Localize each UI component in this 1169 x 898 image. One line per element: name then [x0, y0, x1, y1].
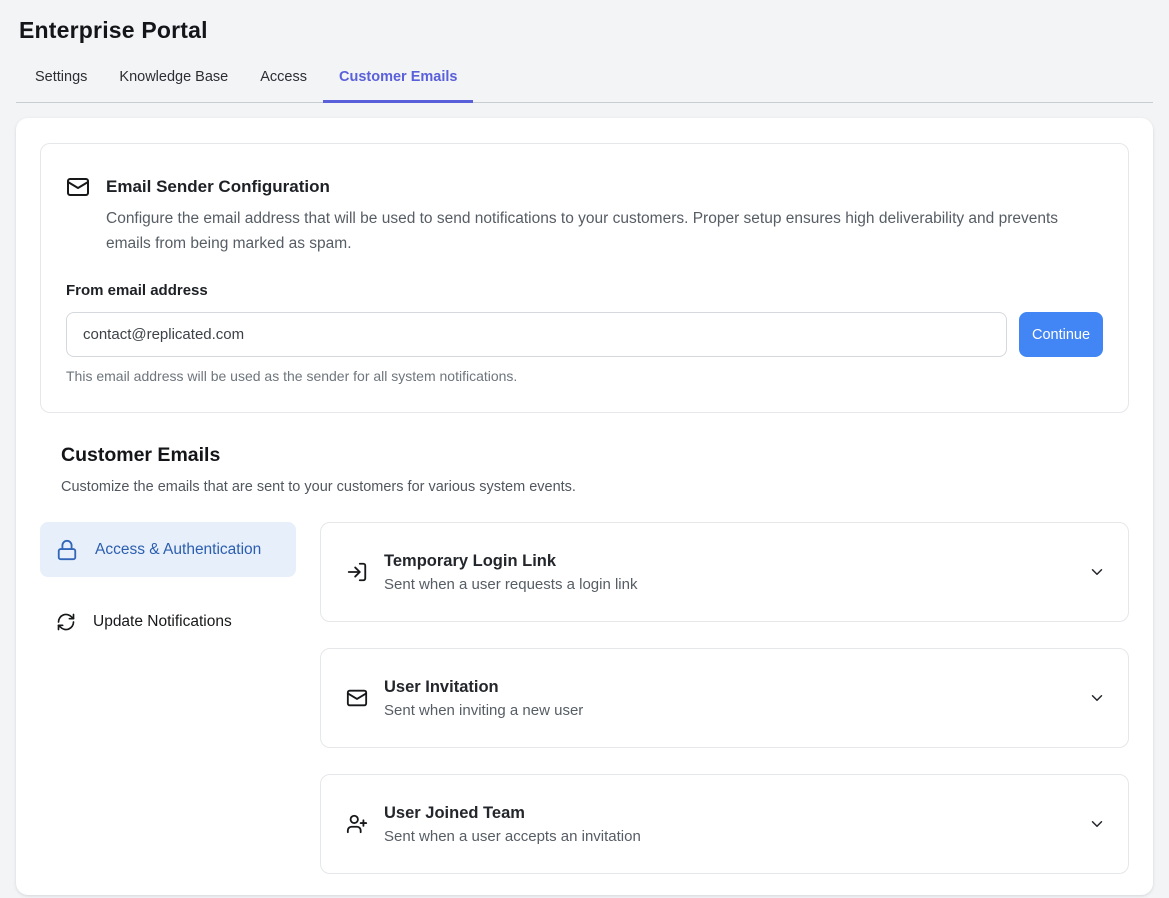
mail-icon [66, 175, 90, 199]
continue-button[interactable]: Continue [1019, 312, 1103, 357]
config-card-title: Email Sender Configuration [106, 177, 330, 196]
category-access-authentication[interactable] [40, 522, 296, 577]
email-card-user-invitation[interactable] [320, 648, 1129, 748]
page-title: Enterprise Portal [19, 17, 208, 43]
category-label: Update Notifications [93, 613, 232, 630]
email-card-title: User Invitation [384, 677, 499, 696]
chevron-down-icon[interactable] [1088, 563, 1106, 581]
content-card [16, 118, 1153, 895]
email-card-title: User Joined Team [384, 803, 525, 822]
customer-emails-subtitle: Customize the emails that are sent to your customers for various system events. [61, 479, 576, 495]
tab-knowledge-base[interactable]: Knowledge Base [119, 69, 229, 85]
page-header [0, 0, 1169, 44]
config-card-description: Configure the email address that will be used to send notifications to your customers. Proper setup ensures high deliverability and prevents emails from being marked as spam. [106, 210, 1059, 252]
log-in-icon [346, 561, 368, 583]
email-template-list [320, 522, 1129, 874]
from-email-helper-text: This email address will be used as the sender for all system notifications. [66, 368, 518, 384]
email-card-subtitle: Sent when a user requests a login link [384, 575, 638, 593]
email-card-user-joined-team[interactable] [320, 774, 1129, 874]
chevron-down-icon[interactable] [1088, 815, 1106, 833]
email-sender-configuration-card [40, 143, 1129, 413]
tab-bar [16, 57, 1153, 103]
refresh-icon [56, 612, 76, 632]
customer-emails-heading: Customer Emails [61, 444, 221, 466]
from-email-label: From email address [66, 282, 208, 299]
chevron-down-icon[interactable] [1088, 689, 1106, 707]
tab-access[interactable]: Access [260, 69, 307, 85]
category-update-notifications[interactable] [40, 594, 296, 649]
from-email-input[interactable] [66, 312, 1007, 357]
email-card-subtitle: Sent when a user accepts an invitation [384, 827, 641, 845]
mail-icon [346, 687, 368, 709]
email-card-temporary-login-link[interactable] [320, 522, 1129, 622]
user-plus-icon [346, 813, 368, 835]
email-card-title: Temporary Login Link [384, 551, 557, 570]
email-card-subtitle: Sent when inviting a new user [384, 701, 584, 719]
tab-settings[interactable]: Settings [35, 69, 88, 85]
email-category-list [40, 522, 296, 874]
lock-icon [56, 539, 78, 561]
tab-customer-emails[interactable]: Customer Emails [323, 57, 473, 102]
category-label: Access & Authentication [95, 541, 262, 558]
